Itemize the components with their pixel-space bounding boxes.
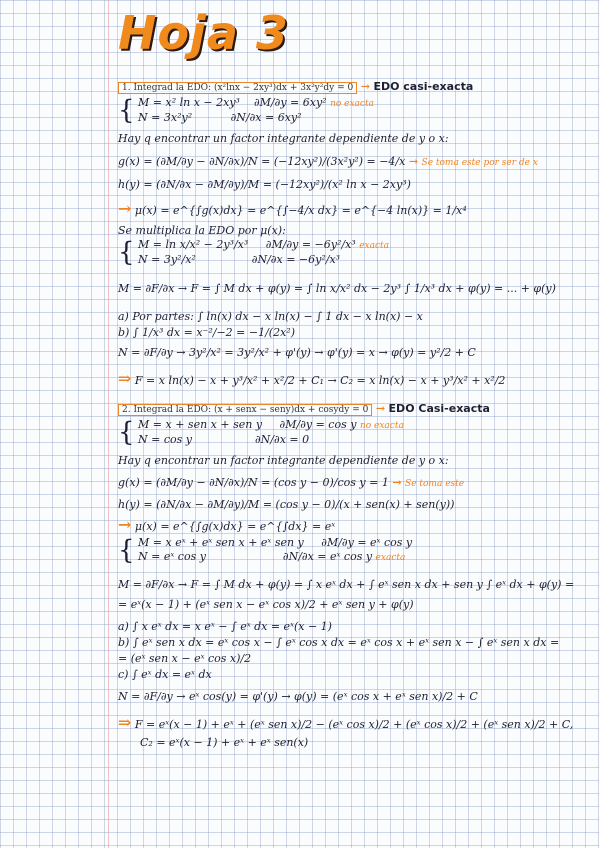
ex1-result-row (118, 369, 506, 388)
ex2-N-def: N = cos y (138, 433, 193, 446)
ex1-dMdy: ∂M/∂y = 6xy² (253, 96, 327, 109)
page-title: Hoja 3 (118, 6, 289, 60)
ex1-g-note: Se toma este por ser de x (421, 158, 538, 168)
ex2-dMdy: ∂M/∂y = cos y (279, 418, 357, 431)
ex1-intro-factor: Hay q encontrar un factor integrante dependiente de y o x: (118, 132, 449, 145)
ex2-dNdx: ∂N/∂x = 0 (254, 433, 310, 446)
ex2-MN2 (118, 536, 412, 565)
ex1-parts-a: a) Por partes: ∫ ln(x) dx − x ln(x) − ∫ 1 dx − x ln(x) − x (118, 310, 423, 323)
arrow-icon: ⇒ (118, 369, 132, 388)
ex1-parts-b: b) ∫ 1/x³ dx = x⁻²/−2 = −1/(2x²) (118, 326, 295, 339)
ex2-g-note: Se toma este (405, 479, 465, 489)
ex1-result1: F = x ln(x) − x + y³/x² + x²/2 + C₁ → C₂ = x ln(x) − x + y³/x² + x²/2 (134, 374, 506, 387)
arrow-icon: → (118, 199, 132, 218)
ex2-g-row (118, 476, 464, 491)
ex2-result2: C₂ = eˣ(x − 1) + eˣ + eˣ sen(x) (140, 736, 309, 749)
ex2-M-def: M = x + sen x + sen y (138, 418, 263, 431)
ex2-dN2: ∂N/∂x = eˣ cos y (282, 550, 373, 563)
arrow-icon: → (392, 476, 402, 489)
ex2-part-a: a) ∫ x eˣ dx = x eˣ − ∫ eˣ dx = eˣ(x − 1) (118, 620, 332, 633)
ex2-N-line: N = ∂F/∂y → eˣ cos(y) = φ'(y) → φ(y) = (eˣ cos x + eˣ sen x)/2 + C (118, 690, 478, 703)
arrow-icon: → (375, 402, 386, 415)
ex1-MN (118, 96, 374, 125)
ex1-N2: N = 3y²/x² (138, 253, 196, 266)
ex2-g-line: g(x) = (∂M/∂y − ∂N/∂x)/N = (cos y − 0)/cos y = 1 (118, 476, 389, 489)
ex2-part-b: b) ∫ eˣ sen x dx = eˣ cos x − ∫ eˣ cos x dx = eˣ cos x + eˣ sen x − ∫ eˣ sen x dx = (118, 636, 560, 649)
ex2-mu-line: μ(x) = e^{∫g(x)dx} = e^{∫dx} = eˣ (134, 520, 336, 533)
ex2-statement: 2. Integrad la EDO: (x + senx − seny)dx + cosydy = 0 (118, 404, 372, 416)
ex2-intro-factor: Hay q encontrar un factor integrante dependiente de y o x: (118, 454, 449, 467)
ex1-no-exacta: no exacta (330, 99, 374, 109)
ex2-MN (118, 418, 404, 447)
ex1-F-line: M = ∂F/∂x → F = ∫ M dx + φ(y) = ∫ ln x/x² dx − 2y³ ∫ 1/x³ dx + φ(y) = ... + φ(y) (118, 282, 556, 295)
ex2-mu-row (118, 515, 336, 534)
margin-line (108, 0, 109, 848)
ex2-F-line2: = eˣ(x − 1) + (eˣ sen x − eˣ cos x)/2 + eˣ sen y + φ(y) (118, 598, 414, 611)
ex2-part-c: c) ∫ eˣ dx = eˣ dx (118, 668, 212, 681)
ex2-exacta: exacta (375, 553, 406, 563)
ex2-h-line: h(y) = (∂N/∂x − ∂M/∂y)/M = (cos y − 0)/(x + sen(x) + sen(y)) (118, 498, 455, 511)
brace-icon: { (118, 237, 135, 268)
ex1-N-def: N = 3x²y² (138, 111, 193, 124)
brace-icon: { (118, 417, 135, 448)
brace-icon: { (118, 535, 135, 566)
ex1-g-line: g(x) = (∂M/∂y − ∂N/∂x)/N = (−12xy²)/(3x²y²) = −4/x (118, 155, 406, 168)
arrow-icon: → (118, 515, 132, 534)
ex2-dM2: ∂M/∂y = eˣ cos y (321, 536, 413, 549)
ex1-multiply: Se multiplica la EDO por μ(x): (118, 224, 286, 237)
ex1-M2: M = ln x/x² − 2y³/x³ (138, 238, 249, 251)
arrow-icon: ⇒ (118, 713, 132, 732)
ex1-M-def: M = x² ln x − 2xy³ (138, 96, 240, 109)
ex1-h-line: h(y) = (∂N/∂x − ∂M/∂y)/M = (−12xy²)/(x² ln x − 2xy³) (118, 178, 411, 191)
ex2-F-line: M = ∂F/∂x → F = ∫ M dx + φ(y) = ∫ x eˣ dx + ∫ eˣ sen x dx + sen y ∫ eˣ dx + φ(y) = (118, 578, 575, 591)
arrow-icon: → (408, 155, 419, 168)
ex2-M2: M = x eˣ + eˣ sen x + eˣ sen y (138, 536, 304, 549)
ex1-header (118, 80, 473, 95)
ex2-no-exacta: no exacta (359, 421, 404, 431)
arrow-icon: → (360, 80, 370, 93)
ex1-N-line: N = ∂F/∂y → 3y²/x² = 3y²/x² + φ'(y) → φ'(y) = x → φ(y) = y²/2 + C (118, 346, 476, 359)
ex1-dM2: ∂M/∂y = −6y²/x³ (265, 238, 356, 251)
ex2-label: EDO Casi-exacta (388, 402, 490, 415)
ex2-result1: F = eˣ(x − 1) + eˣ + (eˣ sen x)/2 − (eˣ cos x)/2 + (eˣ cos x)/2 + (eˣ sen x)/2 + C, (134, 718, 574, 731)
ex2-result-row (118, 713, 574, 732)
ex1-mu-row (118, 199, 467, 218)
ex1-statement: 1. Integrad la EDO: (x²lnx − 2xy³)dx + 3x²y²dy = 0 (118, 82, 357, 94)
ex1-label: EDO casi-exacta (373, 80, 474, 93)
ex1-exacta: exacta (359, 241, 390, 251)
ex1-MN2 (118, 238, 389, 267)
ex1-dNdx: ∂N/∂x = 6xy² (230, 111, 302, 124)
ex2-header (118, 402, 490, 417)
ex2-part-b2: = (eˣ sen x − eˣ cos x)/2 (118, 652, 252, 665)
ex1-mu-line: μ(x) = e^{∫g(x)dx} = e^{∫−4/x dx} = e^{−4 ln(x)} = 1/x⁴ (134, 204, 467, 217)
brace-icon: { (118, 95, 135, 126)
ex2-N2: N = eˣ cos y (138, 550, 206, 563)
ex1-g-row (118, 155, 538, 170)
ex1-dN2: ∂N/∂x = −6y²/x³ (251, 253, 341, 266)
